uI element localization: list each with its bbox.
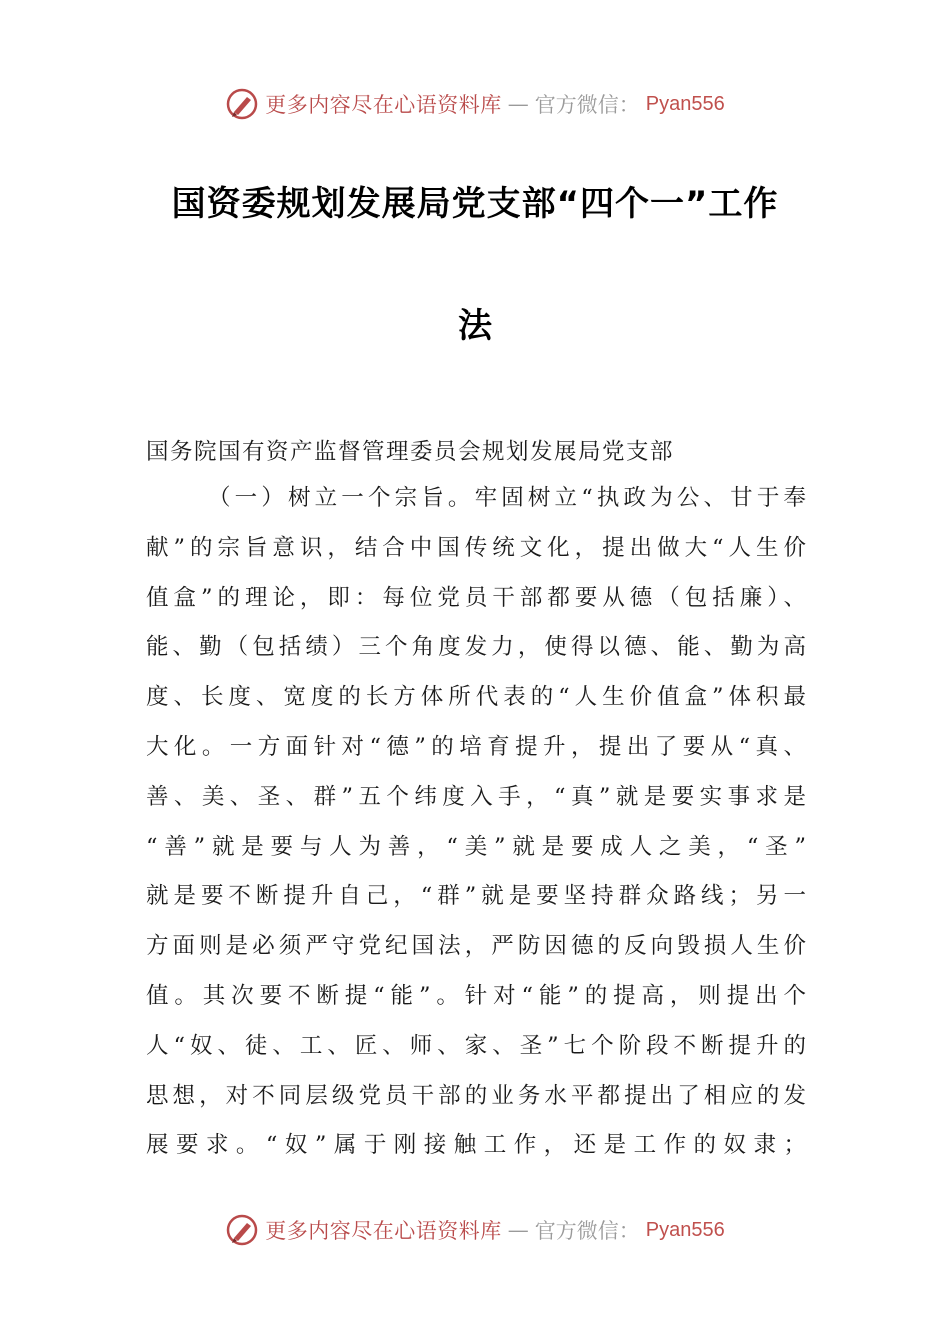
document-title-continued: 法 [458, 306, 492, 346]
body-line: 方面则是必须严守党纪国法，严防因德的反向毁损人生价 [146, 933, 806, 960]
banner-wechat-id: Pyan556 [645, 92, 725, 115]
body-line: 展要求。“奴”属于刚接触工作，还是工作的奴隶； [146, 1132, 806, 1159]
author-organization: 国务院国有资产监督管理委员会规划发展局党支部 [146, 439, 675, 465]
header-banner [0, 84, 950, 124]
body-line: 能、勤（包括绩）三个角度发力，使得以德、能、勤为高 [146, 634, 806, 661]
banner-separator: — [507, 1218, 529, 1242]
banner-official-label: 官方微信： [534, 93, 640, 117]
body-paragraph [146, 474, 806, 1171]
body-line: 值。其次要不断提“能”。针对“能”的提高，则提出个 [146, 982, 806, 1009]
body-line: 思想，对不同层级党员干部的业务水平都提出了相应的发 [146, 1082, 806, 1109]
pen-logo-icon [225, 1213, 259, 1247]
banner-wechat-id: Pyan556 [645, 1218, 725, 1241]
footer-banner [0, 1210, 950, 1250]
body-line: 值盒”的理论，即：每位党员干部都要从德（包括廉）、 [146, 584, 806, 611]
body-line: 人“奴、徒、工、匠、师、家、圣”七个阶段不断提升的 [146, 1032, 806, 1059]
banner-text: 更多内容尽在心语资料库 [265, 93, 502, 117]
banner-official-label: 官方微信： [534, 1219, 640, 1243]
body-line: “善”就是要与人为善，“美”就是要成人之美，“圣” [146, 833, 806, 860]
banner-separator: — [507, 92, 529, 116]
body-line: 善、美、圣、群”五个纬度入手，“真”就是要实事求是 [146, 783, 806, 810]
body-line: 度、长度、宽度的长方体所代表的“人生价值盒”体积最 [146, 684, 806, 711]
body-line: 献”的宗旨意识，结合中国传统文化，提出做大“人生价 [146, 534, 806, 561]
body-line: （一）树立一个宗旨。牢固树立“执政为公、甘于奉 [208, 485, 806, 511]
document-title: 国资委规划发展局党支部“四个一”工作 [171, 184, 779, 224]
pen-logo-icon [225, 87, 259, 121]
banner-text: 更多内容尽在心语资料库 [265, 1219, 502, 1243]
body-line: 大化。一方面针对“德”的培育提升，提出了要从“真、 [146, 733, 806, 760]
body-line: 就是要不断提升自己，“群”就是要坚持群众路线；另一 [146, 883, 806, 910]
